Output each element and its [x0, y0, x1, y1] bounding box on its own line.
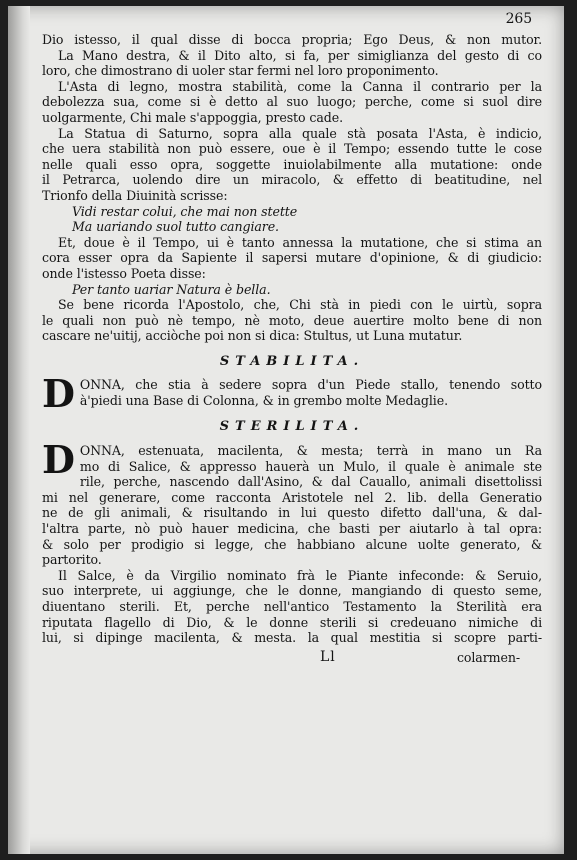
text-line: l'altra parte, nò può hauer medicina, che basti per aiutarlo à tal opra:	[42, 521, 542, 537]
text-line: L'Asta di legno, mostra stabilità, come la Canna il contrario per la	[58, 78, 542, 94]
page-gutter-shadow	[8, 6, 30, 854]
text-line: riputata flagello di Dio, & le donne sterili si credeuano nimiche di	[42, 614, 542, 630]
sterilita-paragraph	[42, 437, 542, 568]
text-line: à'piedi una Base di Colonna, & in grembo molte Medaglie.	[79, 393, 448, 409]
text-line: nelle quali esso opra, soggette inuiolabilmente alla mutatione: onde	[42, 156, 542, 172]
text-line: che uera stabilità non può essere, oue è il Tempo; essendo tutte le cose	[42, 141, 542, 157]
text-line: lui, si dipinge macilenta, & mesta. la qual mestitia si scopre parti-	[42, 630, 542, 646]
text-line: ne de gli animali, & risultando in lui questo difetto dall'una, & dal-	[42, 505, 542, 521]
section-heading-sterilita: STERILITA.	[219, 419, 365, 435]
text-line: La Mano destra, & il Dito alto, si fa, per simiglianza del gesto di co	[58, 47, 542, 63]
book-page	[8, 6, 564, 854]
drop-cap: D	[42, 371, 75, 417]
section-heading-stabilita: STABILITA.	[219, 353, 365, 369]
text-line: onde l'istesso Poeta disse:	[42, 265, 206, 281]
text-line: suo interprete, ui aggiunge, che le donne, mangiando di questo seme,	[42, 583, 542, 599]
text-line: Trionfo della Diuinità scrisse:	[42, 187, 228, 203]
text-line: La Statua di Saturno, sopra alla quale stà posata l'Asta, è indicio,	[58, 125, 542, 141]
text-line: mi nel generare, come racconta Aristotele nel 2. lib. della Generatio	[42, 489, 542, 505]
verse-line: Vidi restar colui, che mai non stette	[72, 203, 298, 219]
stabilita-paragraph	[42, 371, 542, 417]
text-line: diuentano sterili. Et, perche nell'antico Testamento la Sterilità era	[42, 599, 542, 614]
text-line: Et, doue è il Tempo, ui è tanto annessa la mutatione, che si stima an	[58, 234, 542, 250]
text-line: cascare ne'uitij, acciòche poi non si dica: Stultus, ut Luna mutatur.	[42, 328, 463, 344]
text-line: mo di Salice, & appresso hauerà un Mulo, il quale è animale ste	[79, 458, 542, 474]
page-number: 265	[505, 11, 532, 27]
page-text	[42, 11, 542, 668]
verse-line: Ma uariando suol tutto cangiare.	[72, 219, 279, 235]
text-line: Il Salce, è da Virgilio nominato frà le Piante infeconde: & Seruio,	[58, 567, 542, 583]
text-line: ONNA, che stia à sedere sopra d'un Piede stallo, tenendo sotto	[79, 377, 542, 393]
text-line: Dio istesso, il qual disse di bocca propria; Ego Deus, & non mutor.	[42, 32, 542, 47]
text-line: & solo per prodigio si legge, che habbiano alcune uolte generato, &	[42, 536, 542, 552]
text-line: Se bene ricorda l'Apostolo, che, Chi stà in piedi con le uirtù, sopra	[58, 297, 542, 313]
text-line: rile, perche, nascendo dall'Asino, & dal Cauallo, animali disettolissi	[79, 474, 542, 490]
signature-mark: Ll	[320, 648, 336, 665]
page-footer	[42, 650, 542, 668]
verse-line: Per tanto uariar Natura è bella.	[72, 281, 271, 297]
text-line: ONNA, estenuata, macilenta, & mesta; terrà in mano un Ra	[79, 443, 542, 459]
text-line: partorito.	[42, 552, 102, 568]
text-line: il Petrarca, uolendo dire un miracolo, & effetto di beatitudine, nel	[42, 172, 542, 188]
drop-cap: D	[42, 437, 75, 483]
catchword: colarmen-	[456, 649, 520, 665]
text-line: uolgarmente, Chi male s'appoggia, presto cade.	[42, 109, 343, 125]
text-line: debolezza sua, come si è detto al suo luogo; perche, come si suol dire	[42, 94, 542, 110]
text-line: cora esser opra da Sapiente il sapersi mutare d'opinione, & di giudicio:	[42, 250, 542, 266]
text-line: le quali non può nè tempo, nè moto, deue auertire molto bene di non	[42, 312, 542, 328]
text-line: loro, che dimostrano di uoler star fermi nel loro proponimento.	[42, 63, 439, 79]
